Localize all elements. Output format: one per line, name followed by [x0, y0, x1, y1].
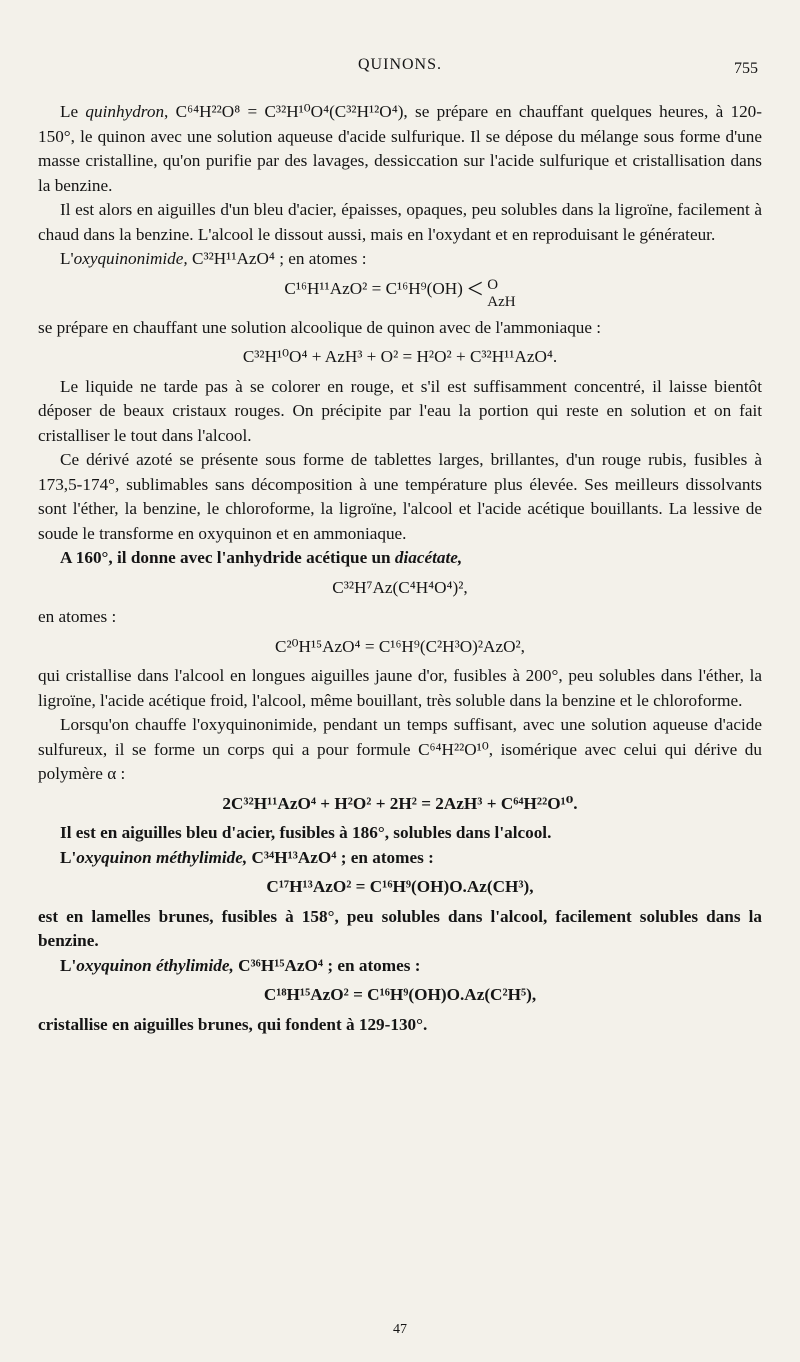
paragraph-prepare: se prépare en chauffant une solution alcoolique de quinon avec de l'ammoniaque :: [38, 317, 602, 337]
text-methylimide: C³⁴H¹³AzO⁴ ; en atomes :: [251, 847, 434, 867]
article: L': [60, 249, 74, 268]
paragraph-derivative: Ce dérivé azoté se présente sous forme de tablettes larges, brillantes, d'un rouge rubis, fusibles à 173,5-174°, sublimables sans décomposition à une température plus élevée. Ses meilleurs dissolvants sont l'éther, la benzine, le chloroforme, la ligroïne, l'alcool et l'acide acétique bouillants. La lessive de soude le transforme en oxyquinon et en ammoniaque.: [38, 450, 762, 543]
text-ethylimide: C³⁶H¹⁵AzO⁴ ; en atomes :: [238, 955, 421, 975]
branch-bottom: AzH: [487, 293, 516, 310]
paragraph-needles: Il est en aiguilles bleu d'acier, fusibles à 186°, solubles dans l'alcool.: [60, 823, 552, 842]
text-quinhydron: se prépare en chauffant quelques heures, à 120-150°, le quinon avec une solution aqueuse d'acide sulfurique. Il se dépose du mélange sous forme d'une masse cristalline, qu'on purifie par des lavages, dessiccation sur l'acide sulfurique et cristallisation dans la benzine.: [38, 102, 762, 195]
formula-1-main: C¹⁶H¹¹AzO² = C¹⁶H⁹(OH): [284, 278, 463, 298]
branch-top: O: [487, 276, 499, 293]
formula-6: C¹⁷H¹³AzO² = C¹⁶H⁹(OH)O.Az(CH³),: [266, 877, 534, 896]
term-oxyquinonimide: oxyquinonimide,: [73, 249, 188, 268]
paragraph-atoms: en atomes :: [38, 607, 117, 626]
page-header: [0, 52, 800, 82]
formula-3: C³²H⁷Az(C⁴H⁴O⁴)²,: [332, 577, 468, 597]
formula-5: 2C³²H¹¹AzO⁴ + H²O² + 2H² = 2AzH³ + C⁶⁴H²²O¹⁰.: [222, 793, 578, 813]
paragraph-liquid: Le liquide ne tarde pas à se colorer en rouge, et s'il est suffisamment concentré, il laisse bientôt déposer de beaux cristaux rouges. On précipite par l'eau la portion qui reste en solution et on fait cristalliser le tout dans l'alcool.: [38, 376, 762, 445]
paragraph-diacetate: [38, 546, 762, 571]
formula-quinhydron: C⁶⁴H²²O⁸ = C³²H¹⁰O⁴(C³²H¹²O⁴),: [175, 102, 408, 121]
signature-mark: 47: [393, 1322, 407, 1337]
paragraph-sulfurous: Lorsqu'on chauffe l'oxyquinonimide, pendant un temps suffisant, avec une solution aqueuse d'acide sulfureux, il se forme un corps qui a pour formule C⁶⁴H²²O¹⁰, isomérique avec celui qui dérive du polymère α :: [38, 715, 762, 783]
article: L': [60, 955, 77, 975]
paragraph-crystallise: qui cristallise dans l'alcool en longues aiguilles jaune d'or, fusibles à 200°, peu solubles dans l'éther, la ligroïne, l'acide acétique froid, l'alcool, même bouillant, très soluble dans la benzine et le chloroforme.: [38, 666, 762, 710]
paragraph-ethylimide: [38, 954, 762, 979]
term-methylimide: oxyquinon méthylimide,: [76, 847, 248, 867]
text-oxyquinonimide: C³²H¹¹AzO⁴ ; en atomes :: [191, 249, 367, 268]
label-le: Le: [60, 102, 79, 121]
paragraph-oxyquinonimide: [38, 247, 762, 272]
term-ethylimide: oxyquinon éthylimide,: [76, 955, 234, 975]
paragraph-methylimide: [38, 846, 762, 871]
formula-1-branch: [487, 277, 515, 311]
page-number: 755: [734, 60, 758, 77]
formula-1: [38, 273, 762, 311]
formula-7: C¹⁸H¹⁵AzO² = C¹⁶H⁹(OH)O.Az(C²H⁵),: [263, 985, 537, 1004]
formula-2: C³²H¹⁰O⁴ + AzH³ + O² = H²O² + C³²H¹¹AzO⁴.: [242, 347, 558, 366]
term-diacetate: diacétate,: [394, 548, 463, 567]
text-diacetate: A 160°, il donne avec l'anhydride acétique un: [60, 548, 391, 567]
paragraph-lamelles: est en lamelles brunes, fusibles à 158°, peu solubles dans l'alcool, facilement solubles dans la benzine.: [38, 906, 762, 950]
term-quinhydron: quinhydron: [85, 102, 165, 121]
running-title: QUINONS.: [358, 56, 442, 73]
paragraph-crystals: Il est alors en aiguilles d'un bleu d'acier, épaisses, opaques, peu solubles dans la ligroïne, facilement à chaud dans la benzine. L'alcool le dissout aussi, mais en l'oxydant et en reproduisant le générateur.: [38, 200, 762, 244]
formula-4: C²⁰H¹⁵AzO⁴ = C¹⁶H⁹(C²H³O)²AzO²,: [275, 636, 525, 656]
paragraph-quinhydron: Le quinhydron, C⁶⁴H²²O⁸ = C³²H¹⁰O⁴(C³²H¹²O⁴), se prépare en chauffant quelques heures, à 120-150°, le quinon avec une solution aqueuse d'acide sulfurique. Il se dépose du mélange sous forme d'une masse cristalline, qu'on purifie par des lavages, dessiccation sur l'acide sulfurique et cristallisation dans la benzine.: [38, 102, 762, 195]
bracket-glyph: <: [467, 273, 483, 305]
paragraph-brown-needles: cristallise en aiguilles brunes, qui fondent à 129-130°.: [38, 1014, 428, 1034]
page-body: [38, 100, 762, 1037]
article: L': [60, 847, 77, 867]
